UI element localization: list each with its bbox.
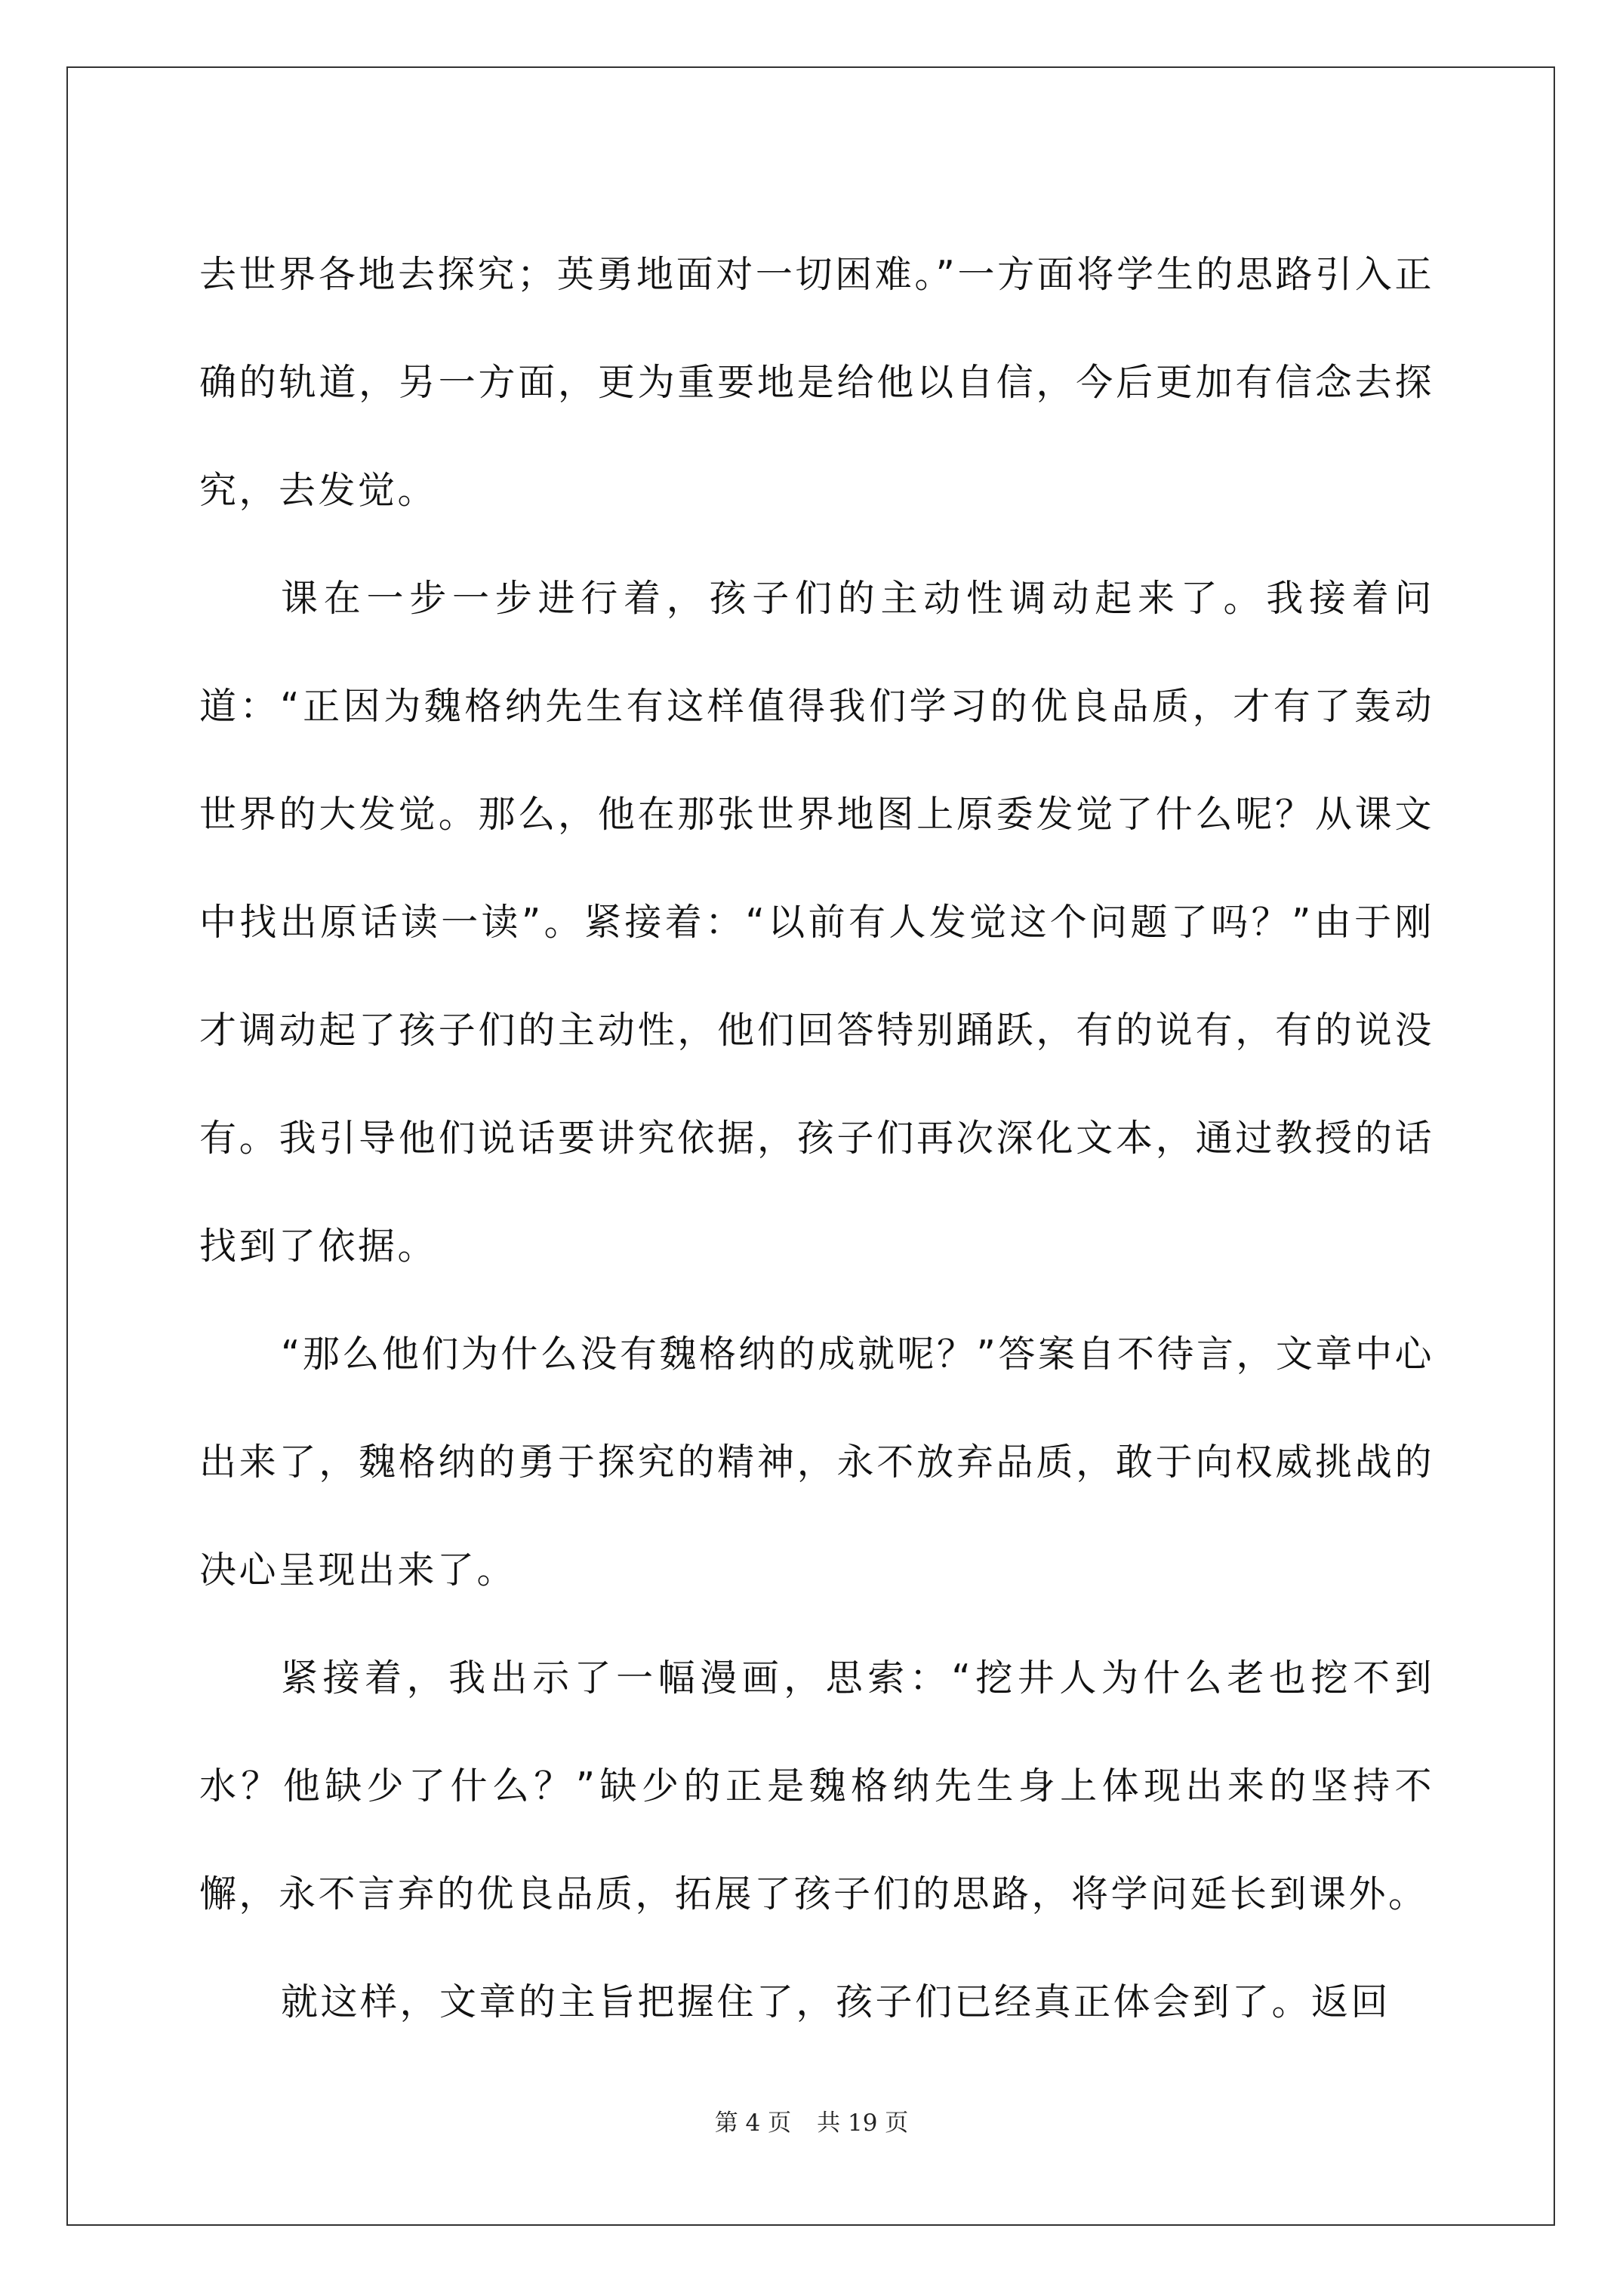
paragraph-4: 紧接着，我出示了一幅漫画，思索：“挖井人为什么老也挖不到水？他缺少了什么？”缺少的正是魏格纳先生身上体现出来的坚持不懈，永不言弃的优良品质，拓展了孩子们的思路，将学问延长到课外。 <box>199 1657 1434 1915</box>
page-footer <box>0 2103 1623 2137</box>
document-body <box>199 220 1434 2056</box>
page-total: 共 19 页 <box>817 2110 909 2137</box>
paragraph-2: 课在一步一步进行着，孩子们的主动性调动起来了。我接着问道：“正因为魏格纳先生有这样值得我们学习的优良品质，才有了轰动世界的大发觉。那么，他在那张世界地图上原委发觉了什么呢？从课文中找出原话读一读”。紧接着：“以前有人发觉这个问题了吗？”由于刚才调动起了孩子们的主动性，他们回答特别踊跃，有的说有，有的说没有。我引导他们说话要讲究依据，孩子们再次深化文本，通过教授的话找到了依据。 <box>199 577 1434 1268</box>
paragraph-1: 去世界各地去探究；英勇地面对一切困难。”一方面将学生的思路引入正确的轨道，另一方面，更为重要地是给他以自信，今后更加有信念去探究，去发觉。 <box>199 253 1434 512</box>
page-number: 第 4 页 <box>714 2110 792 2137</box>
paragraph-5: 就这样，文章的主旨把握住了，孩子们已经真正体会到了。返回 <box>281 1980 1391 2023</box>
paragraph-3: “那么他们为什么没有魏格纳的成就呢？”答案自不待言，文章中心出来了，魏格纳的勇于探究的精神，永不放弃品质，敢于向权威挑战的决心呈现出来了。 <box>199 1333 1434 1592</box>
